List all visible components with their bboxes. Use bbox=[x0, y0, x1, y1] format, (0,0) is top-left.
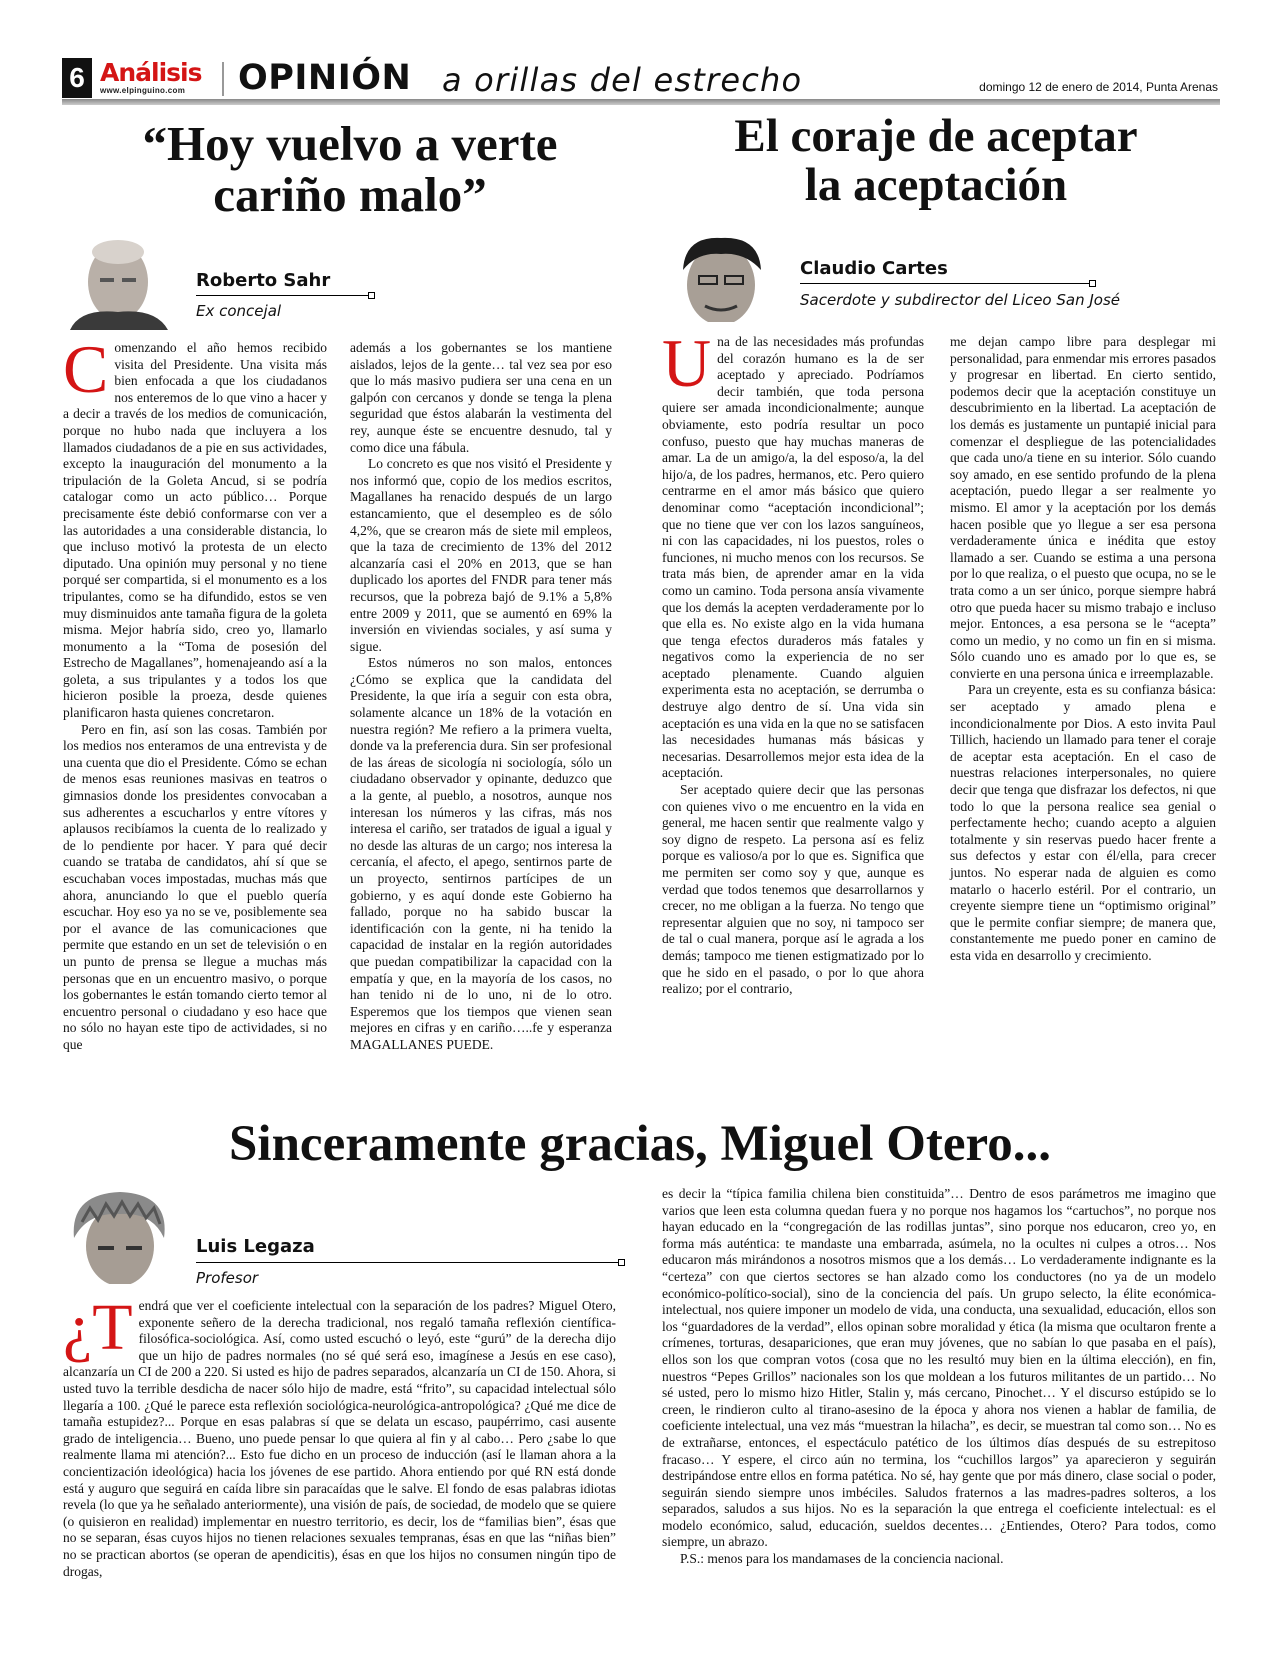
paragraph: Para un creyente, esta es su confianza básica: ser aceptado y amado plena e incondicionalmente por Dios. A esto invita Paul Tillich, haciendo un llamado para tener el coraje de aceptar esta aceptación. En el caso de nuestras relaciones interpersonales, no quiere decir que tenga que disfrazar los defectos, ni que todo lo que la persona realice sea genial o perfectamente hecho; cuando acepto a alguien totalmente y sin reservas puedo hacer frente a sus defectos y estar con él/ella, para crecer juntos. No esperar nada de alguien es como matarlo o hacerlo estéril. Por el contrario, un creyente siempre tiene un “optimismo original” que le permite confiar siempre; de manera que, constantemente me puedo poner en camino de esta vida en desarrollo y crecimiento. bbox=[950, 682, 1216, 963]
article2-author: Claudio Cartes bbox=[800, 258, 948, 279]
paragraph: na de las necesidades más profundas del corazón humano es la de ser aceptado y apreciado. Podríamos decir también, que toda persona quiere ser amada incondicionalmente; aunque obviamente, esto podría resultar un poco confuso, puesto que hay muchas maneras de amar. La de un amigo/a, la del esposo/a, la del hijo/a, de los padres, hermanos, etc. Pero quiero centrarme en el amor más básico que quiero denominar como “aceptación incondicional”; que no tiene que ver con los lazos sanguíneos, ni con las capacidades, ni los puestos, roles o funciones, ni mucho menos con los recursos. Se trata más bien, de aprender amar en la vida como un camino. Toda persona ansía vivamente que los demás la acepten verdaderamente por lo que ella es. No existe algo en la vida humana que tenga efectos duraderos más fatales y negativos como la experiencia de no ser aceptado plenamente. Cuando alguien experimenta esta no aceptación, se derrumba o destruye algo dentro de sí. Una vida sin aceptación es una vida en la que no se satisfacen las necesidades humanas más básicas y necesarias. Desarrollemos mejor esta idea de la aceptación. bbox=[662, 334, 925, 781]
article2-headline bbox=[650, 112, 1222, 211]
article2-title-line2: la aceptación bbox=[804, 159, 1068, 212]
article1-column1 bbox=[63, 331, 327, 1054]
paragraph: Lo concreto es que nos visitó el Presidente y nos informó que, copio de los medios escritos, Magallanes ha renacido después de un largo estancamiento, que el desempleo es de sólo 4,2%, que se crearon más de siete mil empleos, que la taza de crecimiento de 13% del 2012 alcanzaría casi el 20% en 2013, que se han duplicado los aportes del FNDR para tener más recursos, que la pobreza bajó de 9.1% a 5,8% entre 2009 y 2011, que se aumentó en 69% la inversión en viviendas sociales, y así suma y sigue. bbox=[350, 456, 612, 654]
portrait-icon bbox=[665, 230, 777, 322]
section-subtitle: a orillas del estrecho bbox=[442, 61, 803, 99]
author-rule bbox=[196, 295, 372, 296]
article1-title-line2: cariño malo” bbox=[213, 167, 487, 223]
portrait-icon bbox=[60, 1186, 178, 1284]
article3-dropcap: ¿T bbox=[63, 1291, 133, 1364]
article3-column2 bbox=[662, 1186, 1216, 1568]
article3-column1 bbox=[63, 1291, 616, 1580]
logo-name: Análisis bbox=[100, 58, 202, 87]
author-rule bbox=[196, 1262, 622, 1263]
article2-role: Sacerdote y subdirector del Liceo San José bbox=[800, 291, 1121, 309]
portrait-icon bbox=[60, 230, 175, 330]
article2-column2 bbox=[950, 334, 1216, 965]
section-title: OPINIÓN bbox=[238, 58, 412, 98]
author-photo-roberto-sahr bbox=[60, 230, 175, 330]
postscript: P.S.: menos para los mandamases de la conciencia nacional. bbox=[680, 1551, 1004, 1567]
article2-dropcap: U bbox=[662, 325, 712, 401]
article2-column1 bbox=[662, 325, 925, 998]
header-rule bbox=[62, 99, 1220, 105]
article1-title-line1: “Hoy vuelvo a verte bbox=[142, 116, 558, 171]
paragraph: Ser aceptado quiere decir que las personas con quienes vivo o me encuentro en la vida en general, me hacen sentir que realmente valgo y soy digno de respeto. La persona así es feliz porque es valioso/a por lo que es. Significa que me permiten ser como soy y que, aunque es verdad que todos tenemos que desarrollarnos y crecer, no me obligan a la fuerza. No tengo que representar alguien que no soy, ni tampoco ser de tal o cual manera, porque así le agrada a los demás; tampoco me tienen estigmatizado por lo que he sido en el pasado, o por lo que ahora realizo; por el contrario, bbox=[662, 782, 924, 997]
paragraph: omenzando el año hemos recibido visita del Presidente. Una visita más bien enfocada a que los ciudadanos nos enteremos de lo que vino a hacer y a decir a través de los medios de comunicación, porque no hubo nada que incluyera a los llamados ciudadanos de a pie en sus actividades, excepto la inauguración del monumento a la tripulación de la Goleta Ancud, si se podría catalogar como un acto público… Porque precisamente éste debió conformarse con ver a las autoridades a una considerable distancia, lo que incluso motivó la protesta de un electo diputado. Una opinión muy personal y no tiene porqué ser compartida, si el monumento es a los tripulantes, como se ha difundido, estos se ven muy disminuidos ante tamaña figura de la goleta misma. Mejor habría sido, creo yo, llamarlo monumento a la “Toma de posesión del Estrecho de Magallanes”, homenajeando así a la goleta, a sus tripulantes y a todos los que hicieron posible la proeza, desde quienes planificaron hasta quienes concretaron. bbox=[63, 340, 327, 721]
article1-column2 bbox=[350, 340, 612, 1054]
paragraph: Pero en fin, así son las cosas. También por los medios nos enteramos de una entrevista y de una cuenta que dio el Presidente. Cómo se echan de menos esas reuniones masivas en teatros o gimnasios donde los presidentes convocaban a sus adherentes a escucharlos y entre vítores y aplausos recibíamos la cuenta de lo realizado y de lo pendiente por hacer. Y para qué decir cuando se trataba de candidatos, ahí sí que se escuchaban voces impostadas, muchas más que ahora, anunciando lo que el pueblo quería escuchar. Hoy eso ya no se ve, posiblemente sea por el avance de las comunicaciones que permite que estando en un set de televisión o en un punto de prensa se llegue a muchas más personas que en un encuentro masivo, o porque los gobernantes le están tomando cierto temor al encuentro personal o ciudadano y eso hace que no sólo no hayan este tipo de actividades, si no que bbox=[63, 721, 327, 1052]
article1-dropcap: C bbox=[63, 331, 109, 407]
paragraph: es decir la “típica familia chilena bien constituida”… Dentro de esos parámetros me imagino que varios que leen esta columna quedan fuera y no porque nos hagamos los “cartuchos”, no porque nos hayan educado en la “congregación de las rodillas juntas”, sino porque nos educaron, creo yo, en forma más auténtica: te mandaste una embarrada, asúmela, no la ocultes ni culpes a otros… Nos educaron más mirándonos a nosotros mismos que a los demás… Lo verdaderamente indignante es la “certeza” con que ciertos sectores se han alzado como los conductores (no ya de un modelo económico-político-social), sino de la conciencia del país. Un grupo selecto, la élite económica-intelectual, nos quiere imponer un modelo de vida, una conducta, una sexualidad, educación, ellos son los “guardadores de la verdad”, ellos opinan sobre moralidad y ética (la misma que ocultaron frente a crímenes, torturas, desapariciones, que eran muy jóvenes, que no sabían lo que pasaba en el país), ellos son los que compran votos (cosa que no les resultó muy bien en la última elección), en fin, nuestros “Pepes Grillos” nacionales son los que moldean a los futuros militantes de un partido… No sé usted, pero lo mismo hizo Hitler, Stalin y, más cercano, Pinochet… Y el discurso estúpido se lo creen, le rindieron culto al tirano-asesino de la época y ahora nos vienen a hablar de familia, de coeficiente intelectual, una vez más “muestran la hilacha”, es decir, se muestran tal como son… No es de extrañarse, entonces, el espectáculo patético de los últimos días después de su estrepitoso fracaso… Y espere, el circo aún no termina, los “cuchillos largos” ya aparecieron y seguirán destripándose entre ellos en forma patética. No sé, hay gente que por más dinero, clase social o poder, seguirán siendo siempre unos imbéciles. Saludos fraternos a las madres-padres solteros, a los separados, saludos a sus hijos. No es la separación la que entrega el coeficiente intelectual: es el modelo económico, salud, educación, sueldos decentes… ¿Entiendes, Otero? Para todos, como siempre, un abrazo. bbox=[662, 1186, 1216, 1550]
newspaper-logo[interactable] bbox=[100, 60, 210, 96]
article1-author: Roberto Sahr bbox=[196, 270, 331, 291]
paragraph: además a los gobernantes se los mantiene aislados, lejos de la gente… tal vez sea por eso que lo más masivo pudiera ser una cena en un galpón con cercanos y donde se tenga la plena seguridad que éstos alabarán la vestimenta del rey, aunque éste se encuentre desnudo, tal y como dice una fábula. bbox=[350, 340, 612, 455]
paragraph: endrá que ver el coeficiente intelectual con la separación de los padres? Miguel Otero, exponente señero de la derecha tradicional, nos regaló tamaña reflexión científica-filosófica-sociológica. Así, como usted escuchó o leyó, este “gurú” de la derecha dijo que un hijo de padres normales (no sé qué será eso, imagínese a Jesús en ese caso), alcanzaría un CI de 200 a 220. Si usted es hijo de padres separados, alcanzaría un CI de 150. Ahora, si usted tuvo la terrible desdicha de nacer sólo hijo de madre, está “frito”, su capacidad intelectual sólo llegaría a 100. ¿Qué le parece esta reflexión sociológica-neurológica-antropológica? ¿Qué me dice de tamaña estupidez?... Porque en esas palabras sí que se delata un escaso, paupérrimo, casi ausente grado de inteligencia… Bueno, uno puede pensar lo que quiera al fin y al cabo… Pero ¿sabe lo que realmente llama mi atención?... Esto fue dicho en un proceso de inducción (así le llaman ahora a la concientización ideológica) hacia los jóvenes de ese partido. Ahora entiendo por qué RN está donde está y auguro que seguirá en caída libre sin paracaídas que le salve. El fondo de esas palabras idiotas revela (lo que ya he señalado anteriormente), una visión de país, de sociedad, de modelo que se quiere (o quisieron en realidad) implementar en nuestro territorio, es decir, los de “familias bien”, ésas que no se separan, ésas cuyos hijos no tienen relaciones sexuales tempranas, ésas en que las “niñas bien” no se practican abortos (se operan de apendicitis), ésas en que los hijos no consumen ningún tipo de drogas, bbox=[63, 1298, 616, 1579]
author-photo-luis-legaza bbox=[60, 1186, 178, 1284]
article3-author: Luis Legaza bbox=[196, 1236, 315, 1257]
logo-url: www.elpinguino.com bbox=[100, 86, 186, 95]
article3-role: Profesor bbox=[196, 1269, 259, 1287]
page-number: 6 bbox=[62, 58, 92, 98]
article2-title-line1: El coraje de aceptar bbox=[734, 110, 1138, 162]
issue-date: domingo 12 de enero de 2014, Punta Arenas bbox=[979, 80, 1218, 94]
header-divider bbox=[222, 62, 224, 96]
paragraph: Estos números no son malos, entonces ¿Cómo se explica que la candidata del Presidente, la que iría a seguir con esta obra, solamente alcance un 18% de la votación en nuestra región? Me refiero a la primera vuelta, donde va la preferencia dura. Sin ser profesional de las áreas de sicología ni sociología, sólo un ciudadano observador y opinante, deduzco que a la gente, al pueblo, a nosotros, aunque nos interesan los números y las cifras, más nos interesa el cariño, ser tratados de igual a igual y no desde las alturas de un cargo; nos interesa la cercanía, el afecto, el apego, sentirnos parte de un proyecto, sentirnos partícipes de un gobierno, y es aquí donde este Gobierno ha fallado, porque no ha sabido buscar la identificación con la gente, ni ha tenido la capacidad de instalar en la región autoridades que puedan compatibilizar la capacidad con la empatía y que, en la mayoría de los casos, no han tenido ni de lo uno, ni de lo otro. Esperemos que los tiempos que vienen sean mejores en cifras y en cariño…..fe y esperanza MAGALLANES PUEDE. bbox=[350, 655, 612, 1052]
article1-headline bbox=[60, 118, 640, 221]
paragraph: me dejan campo libre para desplegar mi personalidad, para enmendar mis errores pasados y progresar en libertad. En cierto sentido, podemos decir que la aceptación constituye un descubrimiento en la libertad. La aceptación de los demás es justamente un puntapié inicial para comenzar el despliegue de las potencialidades que cada uno/a tiene en su interior. Sólo cuando soy amado, en ese sentido profundo de la plena aceptación, puedo llegar a ser realmente yo mismo. El amor y la aceptación por los demás hacen posible que yo llegue a ser esa persona verdaderamente única e inédita que estoy llamado a ser. Cuando se estima a una persona por lo que realiza, o el puesto que ocupa, no se le trata como a un ser único, porque siempre habrá otro que pueda hacer su mismo trabajo e incluso mejor. Entonces, a esa persona se le “acepta” como un medio, y no como un fin en si misma. Sólo cuando uno es amado por lo que es, se convierte en una persona única e irreemplazable. bbox=[950, 334, 1216, 681]
author-photo-claudio-cartes bbox=[665, 230, 777, 322]
article3-headline: Sinceramente gracias, Miguel Otero... bbox=[229, 1116, 1051, 1172]
article1-role: Ex concejal bbox=[196, 302, 282, 320]
author-rule bbox=[800, 283, 1093, 284]
